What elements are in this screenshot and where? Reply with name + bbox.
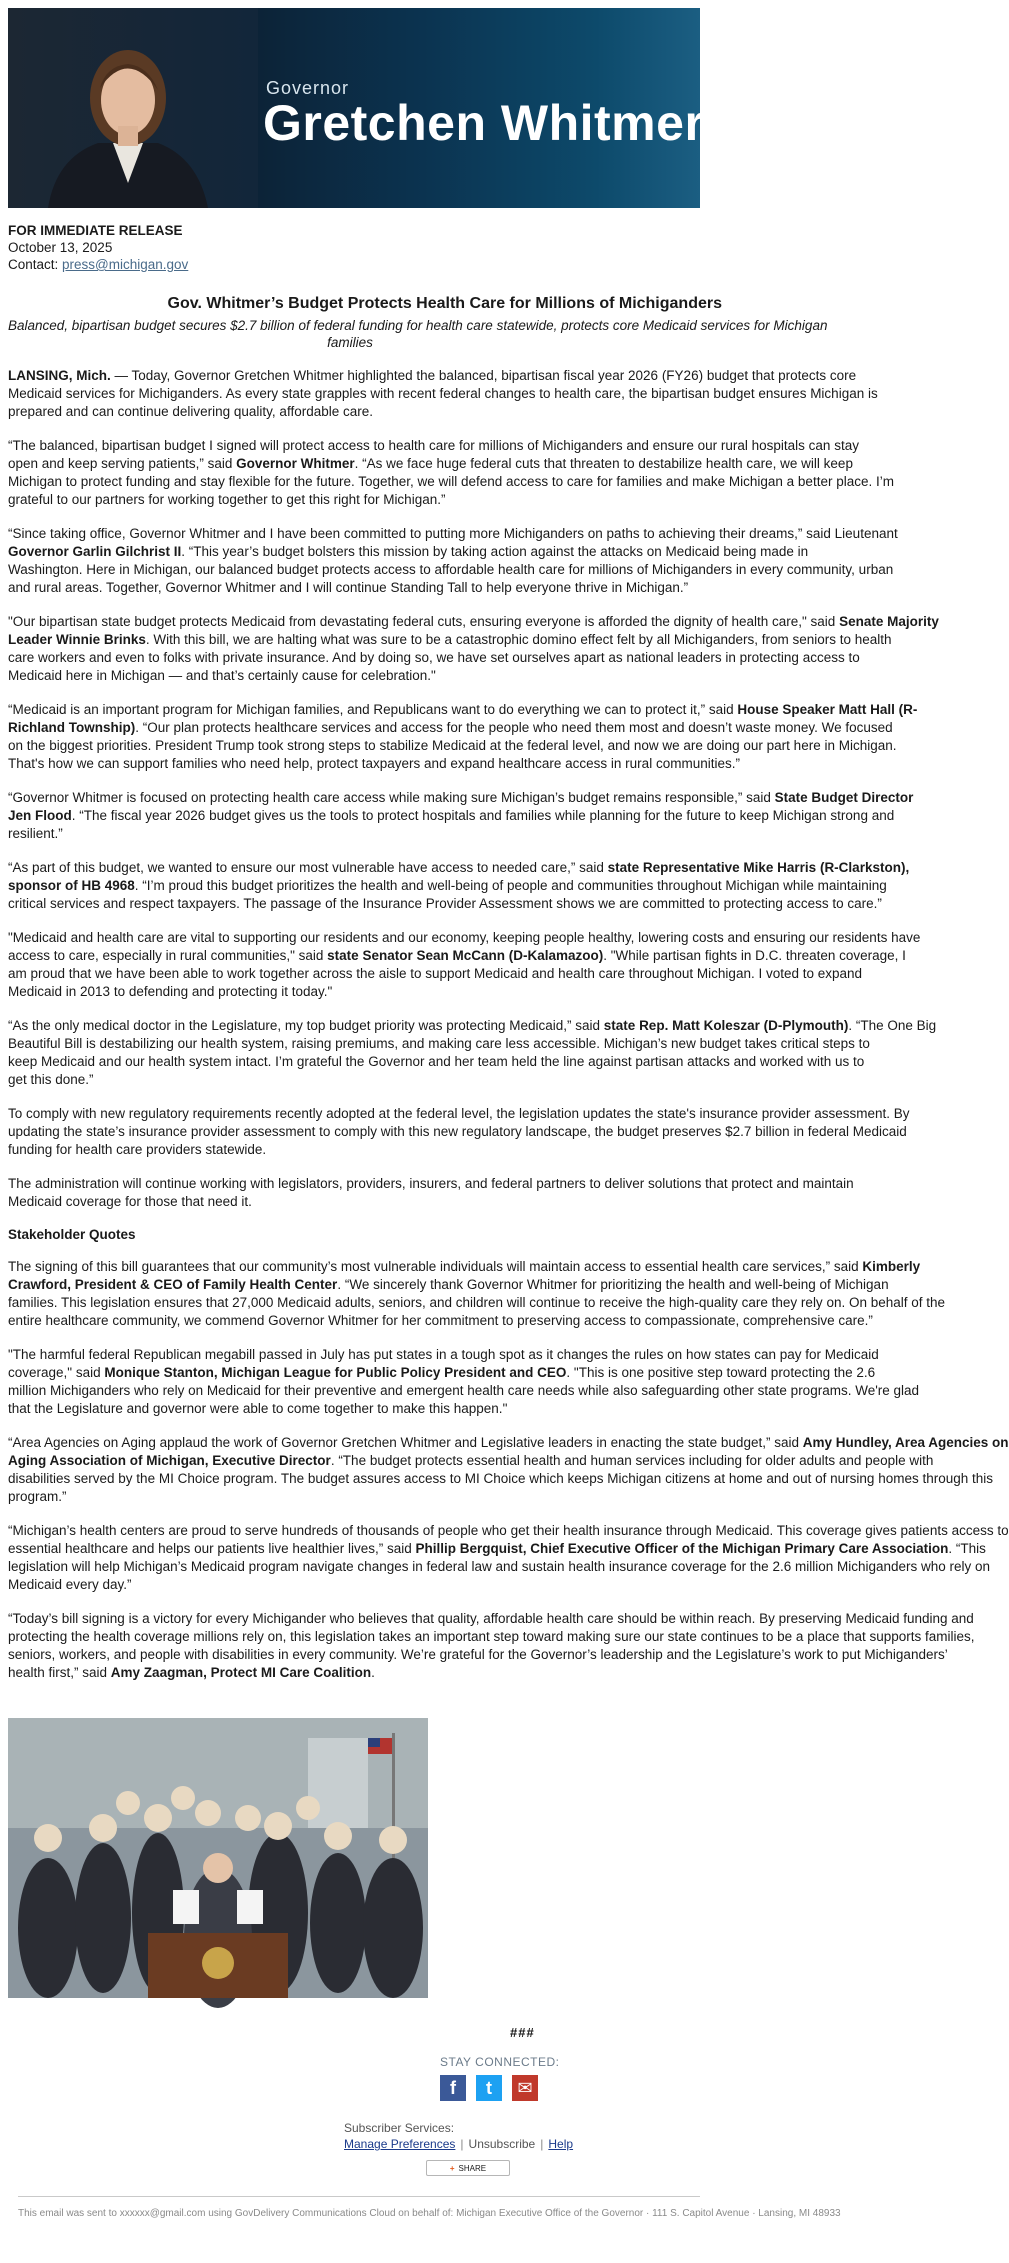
text: disabilities served by the MI Choice program. The budget assures access to MI Choice which keeps Michigan citizens at home and out of nursing homes through this (8, 1471, 994, 1486)
bold-text: state Senator Sean McCann (D-Kalamazoo) (327, 948, 604, 963)
bold-text: Jen Flood (8, 808, 72, 823)
bold-text: sponsor of HB 4968 (8, 878, 135, 893)
text: The signing of this bill guarantees that our community’s most vulnerable individuals will maintain access to essential health care services,” said (8, 1259, 863, 1274)
text: "Our bipartisan state budget protects Medicaid from devastating federal cuts, ensuring everyone is afforded the dignity of health care," said (8, 614, 840, 629)
share-button[interactable] (426, 2160, 510, 2176)
paragraph (8, 1175, 854, 1211)
text: keep Medicaid and our health system intact. I’m grateful the Governor and her team held the line against partisan attacks and worked with us to (8, 1054, 865, 1069)
paragraph-line (8, 525, 898, 543)
paragraph-line (8, 649, 860, 667)
paragraph-line (8, 473, 894, 491)
paragraph-line (8, 1558, 991, 1576)
bold-text: Leader Winnie Brinks (8, 632, 146, 647)
text: . With this bill, we are halting what was sure to be a catastrophic domino effect felt by all Michiganders, from seniors to health (145, 632, 892, 647)
bold-text: Crawford, President & CEO of Family Health Center (8, 1277, 338, 1292)
text: essential healthcare and helps our patients live healthier lives,” said (8, 1541, 416, 1556)
paragraph-line (8, 1105, 910, 1123)
text: — Today, Governor Gretchen Whitmer highlighted the balanced, bipartisan fiscal year 2026 (FY26) budget that protects core (110, 368, 857, 383)
text: Medicaid services for Michiganders. As every state grapples with recent federal changes to health care, the bipartisan budget ensures Michigan is (8, 386, 878, 401)
text: critical services and respect taxpayers. The passage of the Insurance Provider Assessment shows we are committed to protecting access to care.” (8, 896, 882, 911)
text: care workers and even to folks with private insurance. And by doing so, we have set ourselves apart as national leaders in protecting access to (8, 650, 860, 665)
contact-line (8, 256, 692, 273)
paragraph-line (8, 579, 692, 597)
paragraph (8, 1258, 946, 1330)
paragraph-line (8, 631, 892, 649)
paragraph (8, 789, 914, 843)
text: The administration will continue working with legislators, providers, insurers, and federal partners to deliver solutions that protect and maintain (8, 1176, 854, 1191)
paragraph-line (8, 701, 918, 719)
paragraph-line (8, 1628, 975, 1646)
paragraph-line (8, 491, 692, 509)
paragraph-line (8, 1382, 920, 1400)
release-label: FOR IMMEDIATE RELEASE (8, 223, 183, 238)
subscriber-services (344, 2120, 573, 2152)
text: grateful to our partners for working together to get this right for Michigan.” (8, 492, 446, 507)
text: . “This year’s budget bolsters this mission by taking action against the attacks on Medicaid being made in (181, 544, 809, 559)
paragraph-line (8, 719, 893, 737)
paragraph-line (8, 1193, 692, 1211)
subscriber-services-title: Subscriber Services: (344, 2121, 455, 2135)
paragraph-line (8, 825, 692, 843)
contact-label: Contact: (8, 257, 63, 272)
text: “Medicaid is an important program for Michigan families, and Republicans want to do everything we can to protect it,” said (8, 702, 738, 717)
text: “As the only medical doctor in the Legislature, my top budget priority was protecting Medicaid,” said (8, 1018, 604, 1033)
text: . “As we face huge federal cuts that threaten to destabilize health care, we will keep (354, 456, 853, 471)
paragraph (8, 701, 918, 773)
text: “Governor Whitmer is focused on protecting health care access while making sure Michigan’s budget remains responsible,” said (8, 790, 775, 805)
stakeholder-paragraphs (8, 1258, 1009, 1682)
release-date: October 13, 2025 (8, 240, 113, 255)
paragraph-line (8, 1452, 934, 1470)
stakeholder-quotes-title: Stakeholder Quotes (8, 1227, 136, 1242)
paragraph-line (8, 437, 859, 455)
bold-text: Richland Township) (8, 720, 136, 735)
text: and rural areas. Together, Governor Whitmer and I will continue Standing Tall to help everyone thrive in Michigan.” (8, 580, 689, 595)
paragraph-line (8, 1312, 873, 1330)
help-link[interactable]: Help (548, 2137, 574, 2151)
text: “The balanced, bipartisan budget I signed will protect access to health care for millions of Michiganders and ensure our rural hospitals can stay (8, 438, 859, 453)
text: Medicaid coverage for those that need it. (8, 1194, 252, 1209)
text: open and keep serving patients,” said (8, 456, 237, 471)
text: families. This legislation ensures that 27,000 Medicaid adults, seniors, and children will continue to receive the high-quality care they rely on. On behalf of the (8, 1295, 946, 1310)
share-icon: + (449, 2163, 455, 2173)
text: Medicaid here in Michigan — and that’s certainly cause for celebration." (8, 668, 436, 683)
bold-text: Governor Garlin Gilchrist II (8, 544, 182, 559)
text: health first,” said (8, 1665, 111, 1680)
text: million Michiganders who rely on Medicaid for their preventive and emergent health care needs while also safeguarding other state programs. We're glad (8, 1383, 920, 1398)
paragraph-line (8, 455, 853, 473)
paragraph-line (8, 1276, 889, 1294)
text: prepared and can continue delivering quality, affordable care. (8, 404, 373, 419)
paragraph-line (8, 543, 809, 561)
subheadline-line-2: families (327, 335, 373, 350)
release-meta (8, 222, 692, 273)
text: . "While partisan fights in D.C. threaten coverage, I (603, 948, 906, 963)
bold-text: Aging Association of Michigan, Executive Director (8, 1453, 331, 1468)
text: . “We sincerely thank Governor Whitmer for prioritizing the health and well-being of Michigan (337, 1277, 889, 1292)
paragraph-line (8, 1175, 854, 1193)
paragraph (8, 929, 921, 1001)
paragraph-line (8, 895, 882, 913)
text: access to care, especially in rural communities," said (8, 948, 328, 963)
separator: | (460, 2137, 464, 2151)
social-links (440, 2075, 538, 2101)
governor-banner (8, 8, 705, 208)
text: entire healthcare community, we commend Governor Whitmer for her commitment to preserving access to compassionate, comprehensive care.” (8, 1313, 873, 1328)
governor-name: Gretchen Whitmer (263, 95, 705, 151)
footer-text: This email was sent to xxxxxx@gmail.com using GovDelivery Communications Cloud on behalf of: Michigan Executive Office of the Governor · 111 S. Capitol Avenue · Lansing, MI 48933 (18, 2208, 841, 2219)
paragraph (8, 1610, 975, 1682)
end-mark: ### (510, 2025, 535, 2040)
paragraph-line (8, 1664, 692, 1682)
paragraph-line (8, 1017, 937, 1035)
text: Washington. Here in Michigan, our balanced budget protects access to affordable health care for millions of Michiganders in every community, urban (8, 562, 894, 577)
paragraph-line (8, 367, 857, 385)
text: “Today’s bill signing is a victory for every Michigander who believes that quality, affordable health care should be within reach. By preserving Medicaid funding and (8, 1611, 974, 1626)
paragraph-line (8, 613, 939, 631)
unsubscribe-link[interactable]: Unsubscribe (468, 2137, 536, 2151)
paragraph (8, 525, 898, 597)
bold-text: Kimberly (862, 1259, 921, 1274)
text: “Michigan’s health centers are proud to serve hundreds of thousands of people who get their health insurance through Medicaid. This coverage gives patients access to (8, 1523, 1009, 1538)
bold-text: Amy Zaagman, Protect MI Care Coalition (110, 1665, 372, 1680)
text: seniors, workers, and people with disabilities in every community. We’re grateful for the Governor’s leadership and the Legislature’s work to put Michiganders’ (8, 1647, 948, 1662)
paragraph-line (8, 755, 740, 773)
text: am proud that we have been able to work together across the aisle to support Medicaid and health care throughout Michigan. I voted to expand (8, 966, 863, 981)
subheadline-line-1: Balanced, bipartisan budget secures $2.7 billion of federal funding for health care statewide, protects core Medicaid services for Michigan (8, 318, 828, 333)
governor-label: Governor (266, 78, 350, 98)
bold-text: Amy Hundley, Area Agencies on (802, 1435, 1009, 1450)
twitter-icon[interactable]: t (476, 2075, 502, 2101)
bold-text: State Budget Director (774, 790, 914, 805)
text: "The harmful federal Republican megabill passed in July has put states in a tough spot as it changes the rules on how states can pay for Medicaid (8, 1347, 879, 1362)
stay-connected-label: STAY CONNECTED: (440, 2055, 560, 2069)
text: legislation will help Michigan’s Medicaid program navigate changes in federal law and sustain health insurance coverage for the 2.6 million Michiganders who rely on (8, 1559, 991, 1574)
bold-text: House Speaker Matt Hall (R- (737, 702, 918, 717)
text: . “This (948, 1541, 986, 1556)
paragraph-line (8, 1488, 692, 1506)
subheadline (8, 317, 828, 351)
text: . “I’m proud this budget prioritizes the health and well-being of people and communities throughout Michigan while maintaining (134, 878, 887, 893)
text: program.” (8, 1489, 67, 1504)
headline: Gov. Whitmer’s Budget Protects Health Care for Millions of Michiganders (167, 295, 722, 312)
text: "Medicaid and health care are vital to supporting our residents and our economy, keeping people healthy, lowering costs and ensuring our residents have (8, 930, 921, 945)
paragraph-line (8, 1434, 1009, 1452)
text: . “The One Big (848, 1018, 937, 1033)
paragraph-line (8, 789, 914, 807)
bill-signing-photo-image (8, 1718, 428, 1998)
paragraph-line (8, 1610, 974, 1628)
bold-text: Governor Whitmer (236, 456, 355, 471)
text: . “The budget protects essential health and human services including for older adults and people with (330, 1453, 934, 1468)
paragraph (8, 1522, 1009, 1594)
bold-text: Senate Majority (839, 614, 939, 629)
release-paragraphs (8, 367, 939, 1211)
paragraph-line (8, 1540, 986, 1558)
text: coverage," said (8, 1365, 105, 1380)
bill-signing-photo (8, 1718, 428, 1998)
paragraph-line (8, 1071, 692, 1089)
paragraph-line (8, 561, 894, 579)
text: . (371, 1665, 375, 1680)
bold-text: state Rep. Matt Koleszar (D-Plymouth) (603, 1018, 849, 1033)
paragraph-line (8, 1470, 994, 1488)
paragraph (8, 859, 910, 913)
text: that the Legislature and governor were able to come together to make this happen." (8, 1401, 508, 1416)
paragraph-line (8, 737, 897, 755)
paragraph-line (8, 983, 692, 1001)
text: Medicaid in 2013 to defending and protecting it today." (8, 984, 333, 999)
paragraph-line (8, 1576, 692, 1594)
text: funding for health care providers statewide. (8, 1142, 267, 1157)
paragraph (8, 1105, 910, 1159)
bold-text: state Representative Mike Harris (R-Clarkston), (607, 860, 910, 875)
text: Beautiful Bill is destabilizing our health system, raising premiums, and making care less accessible. Michigan’s new budget takes critical steps to (8, 1036, 870, 1051)
text: “Area Agencies on Aging applaud the work of Governor Gretchen Whitmer and Legislative leaders in enacting the state budget,” said (8, 1435, 803, 1450)
share-label: SHARE (458, 2163, 487, 2173)
paragraph-line (8, 859, 910, 877)
paragraph (8, 1434, 1009, 1506)
press-release-body (8, 222, 1009, 1682)
paragraph-line (8, 1123, 907, 1141)
paragraph-line (8, 929, 921, 947)
text: . “Our plan protects healthcare services and access for the people who need them most and doesn’t waste money. We focused (135, 720, 893, 735)
text: . “The fiscal year 2026 budget gives us the tools to protect hospitals and families while planning for the future to keep Michigan strong and (71, 808, 895, 823)
text: resilient.” (8, 826, 63, 841)
text: That's how we can support families who need help, protect taxpayers and expand healthcare access in rural communities.” (8, 756, 740, 771)
bold-text: LANSING, Mich. (8, 368, 111, 383)
paragraph-line (8, 1294, 946, 1312)
paragraph-line (8, 1646, 948, 1664)
paragraph (8, 1346, 920, 1418)
paragraph-line (8, 1522, 1009, 1540)
paragraph-line (8, 667, 692, 685)
paragraph-line (8, 1364, 876, 1382)
facebook-icon[interactable]: f (440, 2075, 466, 2101)
paragraph-line (8, 807, 895, 825)
bold-text: Monique Stanton, Michigan League for Public Policy President and CEO (104, 1365, 567, 1380)
governor-portrait (8, 8, 258, 208)
paragraph-line (8, 947, 906, 965)
separator: | (540, 2137, 544, 2151)
bold-text: Phillip Bergquist, Chief Executive Officer of the Michigan Primary Care Association (415, 1541, 949, 1556)
text: Michigan to protect funding and stay flexible for the future. Together, we will defend access to care for families and make Michigan a better place. I’m (8, 474, 894, 489)
text: . "This is one positive step toward protecting the 2.6 (566, 1365, 876, 1380)
paragraph-line (8, 385, 878, 403)
paragraph-line (8, 877, 887, 895)
paragraph-line (8, 965, 863, 983)
footer-divider (18, 2196, 700, 2197)
email-icon[interactable]: ✉ (512, 2075, 538, 2101)
text: “Since taking office, Governor Whitmer and I have been committed to putting more Michiganders on paths to achieving their dreams,” said Lieutenant (8, 526, 898, 541)
paragraph-line (8, 403, 692, 421)
paragraph-line (8, 1035, 870, 1053)
paragraph-line (8, 1346, 879, 1364)
paragraph (8, 437, 894, 509)
paragraph (8, 367, 878, 421)
paragraph-line (8, 1141, 692, 1159)
text: updating the state’s insurance provider assessment to comply with this new regulatory landscape, the budget preserves $2.7 billion in federal Medicaid (8, 1124, 907, 1139)
paragraph (8, 1017, 937, 1089)
text: protecting the health coverage millions rely on, this legislation takes an important step toward making sure our state continues to be a place that supports families, (8, 1629, 975, 1644)
text: on the biggest priorities. President Trump took strong steps to stabilize Medicaid at the federal level, and now we are doing our part here in Michigan. (8, 738, 897, 753)
contact-email-link[interactable]: press@michigan.gov (62, 257, 189, 272)
text: get this done.” (8, 1072, 94, 1087)
manage-preferences-link[interactable]: Manage Preferences (344, 2137, 456, 2151)
text: To comply with new regulatory requirements recently adopted at the federal level, the legislation updates the state's insurance provider assessment. By (8, 1106, 910, 1121)
text: Medicaid every day.” (8, 1577, 132, 1592)
paragraph (8, 613, 939, 685)
text: “As part of this budget, we wanted to ensure our most vulnerable have access to needed care,” said (8, 860, 608, 875)
paragraph-line (8, 1400, 692, 1418)
paragraph-line (8, 1053, 865, 1071)
paragraph-line (8, 1258, 921, 1276)
